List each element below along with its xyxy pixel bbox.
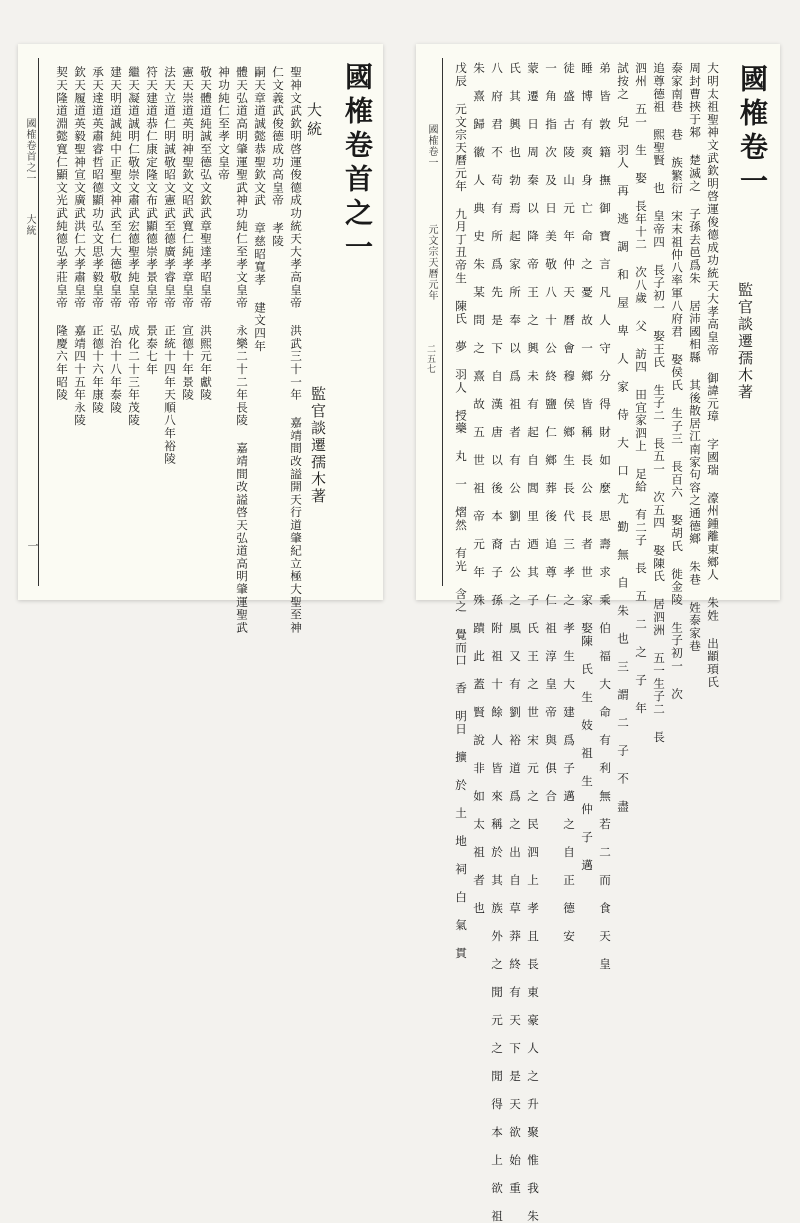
author-line: 監官談遷孺木著: [309, 386, 327, 505]
text-column: 契天隆道淵懿寬仁顯文光武純德弘孝莊皇帝 隆慶六年昭陵: [55, 66, 69, 402]
text-column: 嗣天章道誠懿恭聖欽文武 章慈昭寬孝 建文四年: [253, 66, 267, 353]
author-line: 監官談遷孺木著: [736, 282, 754, 401]
text-column: 試按之 兒 羽人 再 逃 調 和 屋 卑 人 家 侍 大 口 尤 勤 無 自 朱 也 三 謂 二 子 不 盡: [616, 62, 630, 814]
text-column: 泰家南巷 巷 族繁衍 宋末祖仲八率軍八府君 娶侯氏 生子三 長百六 娶胡氏 徙金陵 生子初一 次: [670, 62, 684, 701]
text-column: 繼天凝道誠明仁敬崇文肅武宏德聖孝純皇帝 成化二十三年茂陵: [127, 66, 141, 427]
text-column: 弟 皆 敦 籍 撫 御 寶 言 凡 人 守 分 得 財 如 麼 思 壽 求 乘 伯 福 大 命 有 利 無 若 二 而 食 天 皇: [598, 62, 612, 971]
page-mark: 一: [26, 540, 39, 551]
page-title: 國榷卷一: [736, 64, 769, 200]
text-column: 氏 其 興 也 勃 焉 起 家 所 奉 以 爲 祖 者 有 公 劉 古 公 之 風 又 有 劉 裕 道 爲 之 出 自 草 莽 終 有 天 下 是 天 欲 始 重: [508, 62, 522, 1195]
text-column: 泗州 五一 生 娶 長年十二 次八歲 父 訪四 田宜家泗上 足給 有二子 長 五 二 之 子 年: [634, 62, 648, 715]
text-column: 睡 博 有 爽 身 亡 命 之 憂 故 一 鄉 皆 稱 長 公 長 者 世 家 娶陳 氏 生 妓 祖 生 仲 子 邁: [580, 62, 594, 872]
margin-rule: [442, 58, 443, 586]
text-column: 一 角 指 次 及 日 美 敬 八 十 公 終 鹽 仁 鄉 葬 後 追 尊 仁 祖 淳 皇 帝 與 俱 合: [544, 62, 558, 803]
text-column: 戊辰 元文宗天曆元年 九月丁丑帝生 陳氏 夢 羽人 授藥 丸 一 熠然 有光 含之 覺而口 香 明日 擴 於 土 地 祠 白 氣 貫: [454, 62, 468, 960]
text-column: 周封曹挾于邾 楚滅之 子孫去邑爲朱 居沛國相縣 其後散居江南家句容之通德鄉 朱巷 姓泰家巷: [688, 62, 702, 653]
left-page: [18, 44, 383, 634]
text-column: 聖神文武欽明啓運俊德成功統天大孝高皇帝 洪武三十一年 嘉靖間改謚開天行道肇紀立極大聖至神: [289, 66, 303, 634]
text-column: 承天達道英肅睿哲昭德顯功弘文思孝毅皇帝 正德十六年康陵: [91, 66, 105, 414]
text-column: 敬天體道純誠至德弘文欽武章聖達孝昭皇帝 洪熙元年獻陵: [199, 66, 213, 402]
margin-label: 國榷卷一: [426, 124, 437, 168]
margin-rule: [38, 58, 39, 586]
text-column: 朱 熹 歸 徽 人 典 史 朱 某 問 之 熹 故 五 世 祖 帝 元 年 殊 蹟 此 蓋 賢 說 非 如 太 祖 者 也: [472, 62, 486, 915]
text-column: 追尊德祖 熙聖賢 也 皇帝四 長子初一 娶王氏 生子二 長五一 次五四 娶陳氏 居泗洲 五一生子二 長: [652, 62, 666, 744]
section-heading: 大統: [305, 102, 323, 140]
right-page: [416, 44, 780, 1223]
text-column: 體天弘道高明肇運聖武神功純仁至孝文皇帝 永樂二十二年長陵 嘉靖間改謚啓天弘道高明肇運聖武: [235, 66, 249, 634]
text-column: 憲天崇道英明神聖欽文昭武寬仁純孝章皇帝 宣德十年景陵: [181, 66, 195, 402]
text-column: 法天立道仁明誠敬昭文憲武至德廣孝睿皇帝 正統十四年天順八年裕陵: [163, 66, 177, 466]
text-column: 大明太祖聖神文武欽明啓運俊德成功統天大孝高皇帝 御諱元璋 字國瑞 濠州鍾離東鄉人 朱姓 出顓頊氏: [706, 62, 720, 689]
text-column: 符天建道恭仁康定隆文布武顯德崇孝景皇帝 景泰七年: [145, 66, 159, 376]
text-column: 蒙 遷 日 周 秦 以 降 帝 王 之 興 未 有 起 自 閭 里 迺 其 子 氏 王 之 世 宋 元 之 民 泗 上 孝 且 長 東 豪 人 之 升 聚 惟 我 朱: [526, 62, 540, 1223]
margin-label: 國榷卷首之一: [24, 118, 35, 184]
page-title: 國榷卷首之一: [341, 62, 374, 266]
text-column: 徒 盛 古 陵 山 元 年 仲 天 曆 會 穆 侯 鄉 生 長 代 三 孝 之 孝 生 大 建 爲 子 邁 之 自 正 德 安: [562, 62, 576, 943]
page-number: 二五七: [425, 344, 435, 374]
text-column: 欽天履道英毅聖神宣文廣武洪仁大孝肅皇帝 嘉靖四十五年永陵: [73, 66, 87, 427]
text-column: 神功純仁至孝文皇帝: [217, 66, 231, 182]
text-column: 仁文義武俊德成功高皇帝 孝陵: [271, 66, 285, 248]
margin-reign: 元文宗天曆元年: [426, 224, 437, 301]
text-column: 建天明道誠純中正聖文神武至仁大德敬皇帝 弘治十八年泰陵: [109, 66, 123, 414]
text-column: 八 府 君 不 茍 有 所 爲 先 是 下 自 漢 唐 以 後 本 裔 子 孫 附 祖 十 餘 人 皆 來 稱 於 其 族 外 之 閒 元 之 閒 得 本 上 欲 祖: [490, 62, 504, 1223]
margin-section: 大統: [24, 214, 35, 236]
